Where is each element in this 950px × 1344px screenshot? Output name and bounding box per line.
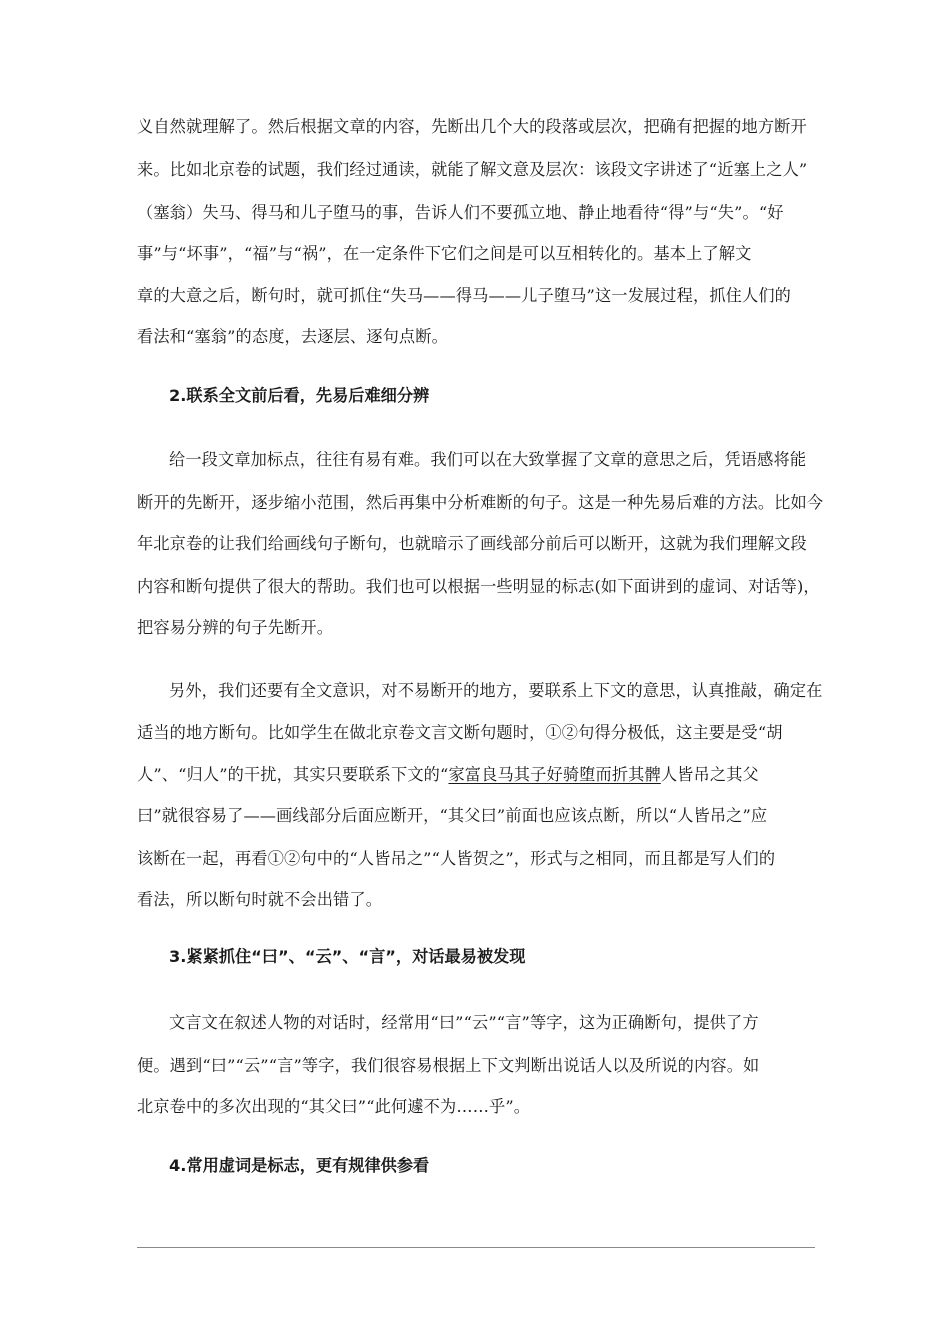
para1-line-3: （塞翁）失马、得马和儿子堕马的事，告诉人们不要孤立地、静止地看待“得”与“失”。“好 (137, 203, 784, 222)
para2-line-5: 把容易分辨的句子先断开。 (137, 618, 334, 637)
section-heading-2: 2.联系全文前后看，先易后难细分辨 (169, 386, 430, 405)
para4-line-3: 北京卷中的多次出现的“其父曰”“此何遽不为……乎”。 (137, 1097, 531, 1116)
para2-line-3: 年北京卷的让我们给画线句子断句，也就暗示了画线部分前后可以断开，这就为我们理解文段 (137, 534, 807, 553)
para3-line-1: 另外，我们还要有全文意识，对不易断开的地方，要联系上下文的意思，认真推敲，确定在 (169, 681, 823, 700)
para3-line-6: 看法，所以断句时就不会出错了。 (137, 890, 383, 909)
para3-line-2: 适当的地方断句。比如学生在做北京卷文言文断句题时，①②句得分极低，这主要是受“胡 (137, 723, 783, 742)
para1-line-4: 事”与“坏事”，“福”与“祸”，在一定条件下它们之间是可以互相转化的。基本上了解文 (137, 244, 752, 263)
para2-line-4: 内容和断句提供了很大的帮助。我们也可以根据一些明显的标志(如下面讲到的虚词、对话等)， (137, 577, 820, 596)
para4-line-1: 文言文在叙述人物的对话时，经常用“曰”“云”“言”等字，这为正确断句，提供了方 (169, 1013, 759, 1032)
para2-line-2: 断开的先断开，逐步缩小范围，然后再集中分析难断的句子。这是一种先易后难的方法。比如今 (137, 493, 824, 512)
para2-line-1: 给一段文章加标点，往往有易有难。我们可以在大致掌握了文章的意思之后，凭语感将能 (169, 450, 807, 469)
underlined-sentence: 家富良马其子好骑堕而折其髀 (448, 765, 661, 784)
para4-line-2: 便。遇到“曰”“云”“言”等字，我们很容易根据上下文判断出说话人以及所说的内容。如 (137, 1056, 760, 1075)
para1-line-5: 章的大意之后，断句时，就可抓住“失马——得马——儿子堕马”这一发展过程，抓住人们的 (137, 286, 792, 305)
section-heading-3: 3.紧紧抓住“曰”、“云”、“言”，对话最易被发现 (169, 947, 526, 966)
para3-line-3 (137, 764, 817, 786)
para1-line-2: 来。比如北京卷的试题，我们经过通读，就能了解文意及层次：该段文字讲述了“近塞上之人” (137, 160, 808, 179)
para3-line-5: 该断在一起，再看①②句中的“人皆吊之”“人皆贺之”，形式与之相同，而且都是写人们的 (137, 849, 776, 868)
footer-divider (137, 1247, 815, 1248)
para1-line-1: 义自然就理解了。然后根据文章的内容，先断出几个大的段落或层次，把确有把握的地方断开 (137, 117, 807, 136)
section-heading-4: 4.常用虚词是标志，更有规律供参看 (169, 1156, 430, 1175)
para3-line-3-after: 人皆吊之其父 (660, 765, 759, 784)
para1-line-6: 看法和“塞翁”的态度，去逐层、逐句点断。 (137, 327, 448, 346)
para3-line-3-before: 人”、“归人”的干扰，其实只要联系下文的“ (137, 765, 449, 784)
para3-line-4: 曰”就很容易了——画线部分后面应断开，“其父曰”前面也应该点断，所以“人皆吊之”应 (137, 806, 768, 825)
